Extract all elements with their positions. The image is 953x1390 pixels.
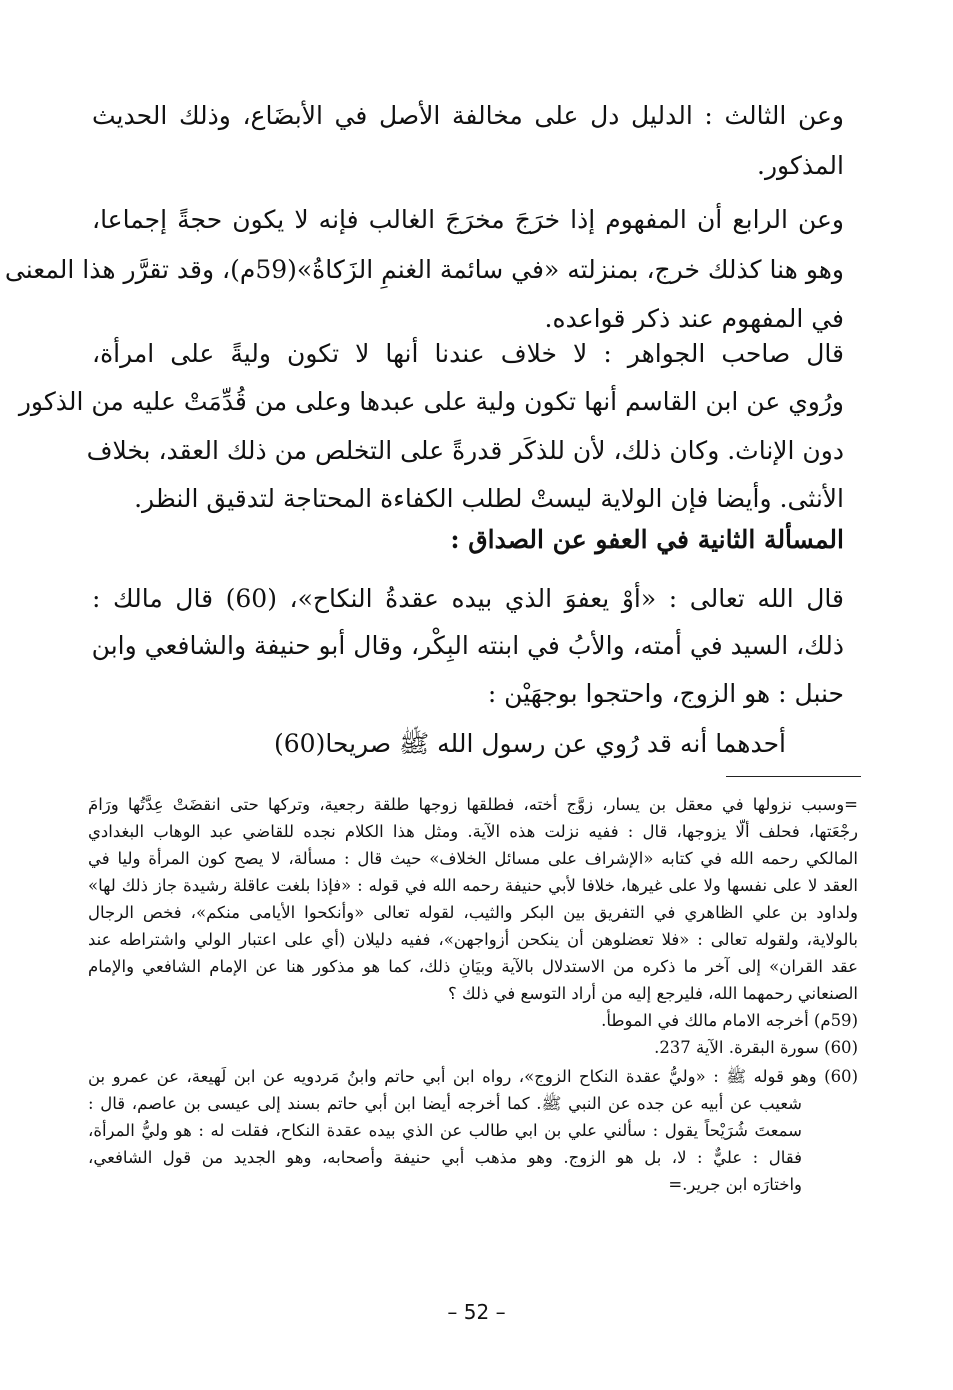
body-line: وهو هنا كذلك خرج، بمنزلته «في سائمة الغنمِ الزَكاةُ»(59م)، وقد تقرَّر هذا المعنى — [4, 255, 844, 284]
page-number: – 52 – — [447, 1300, 506, 1324]
body-line: حنبل : هو الزوج، واحتجوا بوجهَيْن : — [487, 679, 844, 708]
footnote-line: الصنعاني رحمهما الله، فليرجع إليه من أراد التوسع في ذلك ؟ — [448, 984, 858, 1003]
footnote-line: رجْعَتها، فحلف ألّا يزوجها، قال : ففيه نزلت هذه الآية. ومثل هذا الكلام نجده للقاضي عبد الوهاب البغدادي — [88, 822, 858, 841]
body-line: ورُوي عن ابن القاسم أنها تكون ولية على عبدها وعلى من قُدِّمَتْ عليه من الذكور — [18, 387, 844, 416]
body-line: ذلك، السيد في أمته، والأبُ في ابنته البِكْر، وقال أبو حنيفة والشافعي وابن — [91, 631, 844, 660]
body-line: المذكور. — [757, 151, 844, 180]
footnote-line: ولداود بن علي الظاهري في التفريق بين البكر والثيب، لقوله تعالى «وأنكحوا الأيامى منكم»، فخص الرجال — [88, 903, 858, 922]
body-line: في المفهوم عند ذكر قواعده. — [544, 304, 844, 333]
body-line: أحدهما أنه قد رُوي عن رسول الله ﷺ صريحا(60) — [273, 729, 786, 758]
footnote-line: (59م) أخرجه الامام مالك في الموطأ. — [601, 1011, 858, 1030]
footnote-line: واختارَه ابن جرير.= — [668, 1175, 802, 1194]
footnote-line: فقال : عليٌّ : لا، بل هو الزوج. وهو مذهب أبي حنيفة وأصحابه، وهو الجديد من قول الشافعي، — [88, 1148, 802, 1167]
footnote-line: =وسبب نزولها في معقل بن يسار، زوَّج أخته، فطلقها زوجها طلقة رجعية، وتركها حتى انقضَتْ عِدَّتُها ورَامَ — [88, 795, 858, 814]
footnote-separator — [726, 776, 861, 777]
body-line: وعن الثالث : الدليل دل على مخالفة الأصل في الأبضَاع، وذلك الحديث — [92, 101, 844, 130]
footnote-line: العقد لا على نفسها ولا على غيرها، خلافا لأبي حنيفة رحمه الله في قوله : «فإذا بلغت عاقلة رشيدة جاز ذلك لها» — [88, 876, 858, 895]
body-line: قال الله تعالى : «أوْ يعفوَ الذي بيده عقدةُ النكاح»، (60) قال مالك : — [92, 584, 844, 613]
body-line: دون الإناث. وكان ذلك، لأن للذكَر قدرةً على التخلص من ذلك العقد، بخلاف — [86, 436, 844, 465]
body-line: وعن الرابع أن المفهوم إذا خرَجَ مخرَجَ الغالب فإنه لا يكون حجةً إجماعا، — [92, 205, 844, 234]
footnote-line: المالكي رحمه الله في كتابه «الإشراف على مسائل الخلاف» حيث قال : مسألة، لا يصح كون المرأة وليا في — [88, 849, 858, 868]
footnote-line: بالولاية، ولقوله تعالى : «فلا تعضلوهن أن ينكحن أزواجهن»، ففيه دليلان (أي على اعتبار الولي واشتراطه عند — [88, 930, 858, 949]
footnote-line: شعيب عن أبيه عن جده عن النبي ﷺ. كما أخرجه أيضا ابن أبي حاتم بسند إلى عيسى بن عاصم، قال : — [88, 1094, 802, 1113]
section-heading: المسألة الثانية في العفو عن الصداق : — [450, 525, 844, 554]
footnote-line: سمعتَ شُرَيْحاً يقول : سألني علي بن ابي طالب عن الذي بيده عقدة النكاح، فقلت له : هو وليُّ المرأة، — [88, 1121, 802, 1140]
footnote-line: (60) سورة البقرة. الآية 237. — [654, 1038, 858, 1057]
body-line: الأنثى. وأيضا فإن الولاية ليستْ لطلب الكفاءة المحتاجة لتدقيق النظر. — [134, 484, 844, 513]
body-line: قال صاحب الجواهر : لا خلاف عندنا أنها لا تكون وليةً على امرأة، — [92, 339, 844, 368]
footnote-line: (60) وهو قوله ﷺ : «وليُّ عقدة النكاح الزوج»، رواه ابن أبي حاتم وابنُ مَردويه عن ابن لَهيعة، عن عمرو بن — [88, 1067, 858, 1086]
footnote-line: عقد القران» إلى آخر ما ذكره من الاستدلال بالآية وبيَانِ ذلك، كما هو مذكور هنا عن الإمام الشافعي والإمام — [88, 957, 858, 976]
